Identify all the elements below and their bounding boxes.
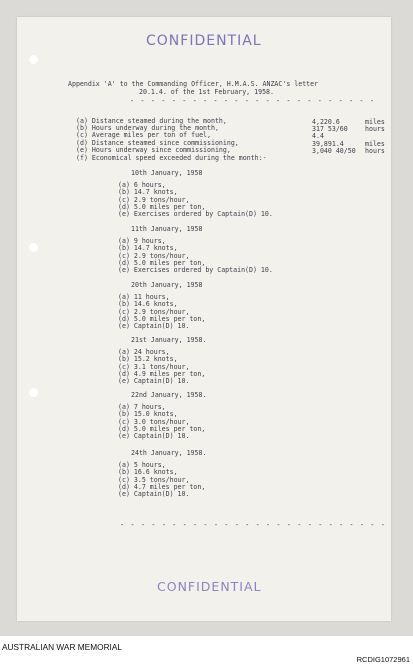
entry-line: (c) 2.9 tons/hour, — [118, 195, 190, 204]
footer-source: AUSTRALIAN WAR MEMORIAL — [2, 642, 123, 652]
punch-hole — [29, 388, 38, 397]
entry-line: (b) 14.7 knots, — [118, 188, 178, 197]
entry-line: (e) Captain(D) 10. — [118, 432, 190, 441]
entry-line: (c) 2.9 tons/hour, — [118, 307, 190, 316]
entry-line: (b) 15.0 knots, — [118, 410, 178, 419]
entry-line: (a) 6 hours, — [118, 181, 166, 189]
entry-line: (a) 5 hours, — [118, 461, 166, 469]
punch-hole — [29, 55, 38, 64]
confidential-stamp-bottom: CONFIDENTIAL — [157, 579, 262, 594]
bottom-divider: - - - - - - - - - - - - - - - - - - - - - - - - - - — [120, 521, 386, 529]
entry-line: (c) 3.1 tons/hour, — [118, 362, 190, 371]
entry-date: 24th January, 1958. — [131, 449, 207, 457]
summary-value: 3,040 40/50 — [312, 147, 356, 155]
header-line-2: 20.1.4. of the 1st February, 1958. — [139, 88, 274, 96]
summary-label: (b) Hours underway during the month, — [76, 124, 219, 132]
summary-label: (c) Average miles per ton of fuel, — [76, 131, 211, 139]
entry-date: 20th January, 1958 — [131, 281, 203, 289]
summary-unit: miles — [365, 140, 385, 148]
entry-line: (e) Captain(D) 10. — [118, 490, 190, 499]
summary-unit: miles — [365, 118, 385, 126]
entry-line: (c) 2.9 tons/hour, — [118, 251, 190, 260]
summary-value: 317 53/60 — [312, 125, 348, 133]
entry-line: (d) 5.0 miles per ton, — [118, 202, 206, 211]
entry-line: (c) 3.5 tons/hour, — [118, 475, 190, 484]
entry-line: (c) 3.0 tons/hour, — [118, 417, 190, 426]
entry-line: (e) Exercises ordered by Captain(D) 10. — [118, 266, 273, 275]
summary-label: (e) Hours underway since commissioning, — [76, 146, 231, 154]
entry-line: (e) Exercises ordered by Captain(D) 10. — [118, 210, 273, 219]
confidential-stamp-top: CONFIDENTIAL — [146, 33, 262, 49]
entry-line: (b) 15.2 knots, — [118, 355, 178, 364]
summary-value: 39,891.4 — [312, 140, 344, 148]
punch-hole — [29, 243, 38, 252]
entry-line: (a) 7 hours, — [118, 403, 166, 411]
entry-line: (b) 14.7 knots, — [118, 244, 178, 253]
entry-line: (b) 14.6 knots, — [118, 300, 178, 309]
entry-line: (a) 9 hours, — [118, 237, 166, 245]
header-divider: - - - - - - - - - - - - - - - - - - - - - - - - — [130, 97, 376, 105]
footer-record-id: RCDIG1072961 — [356, 655, 410, 664]
entry-line: (d) 5.0 miles per ton, — [118, 258, 206, 267]
entry-line: (e) Captain(D) 10. — [118, 377, 190, 386]
entry-line: (a) 11 hours, — [118, 293, 170, 301]
entry-date: 21st January, 1958. — [131, 336, 207, 344]
header-line-1: Appendix 'A' to the Commanding Officer, H.M.A.S. ANZAC's letter — [68, 80, 319, 88]
summary-label: (a) Distance steamed during the month, — [76, 117, 227, 125]
summary-label: (f) Economical speed exceeded during the month:- — [76, 154, 267, 162]
entry-line: (a) 24 hours, — [118, 348, 170, 356]
entry-date: 11th January, 1958 — [131, 225, 203, 233]
entry-line: (b) 16.6 knots, — [118, 468, 178, 477]
entry-line: (d) 5.0 miles per ton, — [118, 424, 206, 433]
entry-line: (d) 4.9 miles per ton, — [118, 369, 206, 378]
entry-line: (d) 4.7 miles per ton, — [118, 482, 206, 491]
entry-line: (d) 5.0 miles per ton, — [118, 314, 206, 323]
summary-unit: hours — [365, 147, 385, 155]
summary-value: 4.4 — [312, 132, 324, 140]
summary-unit: hours — [365, 125, 385, 133]
entry-date: 22nd January, 1958. — [131, 391, 207, 399]
entry-date: 10th January, 1958 — [131, 169, 203, 177]
summary-value: 4,220.6 — [312, 118, 340, 126]
summary-label: (d) Distance steamed since commissioning, — [76, 139, 239, 147]
entry-line: (e) Captain(D) 10. — [118, 322, 190, 331]
